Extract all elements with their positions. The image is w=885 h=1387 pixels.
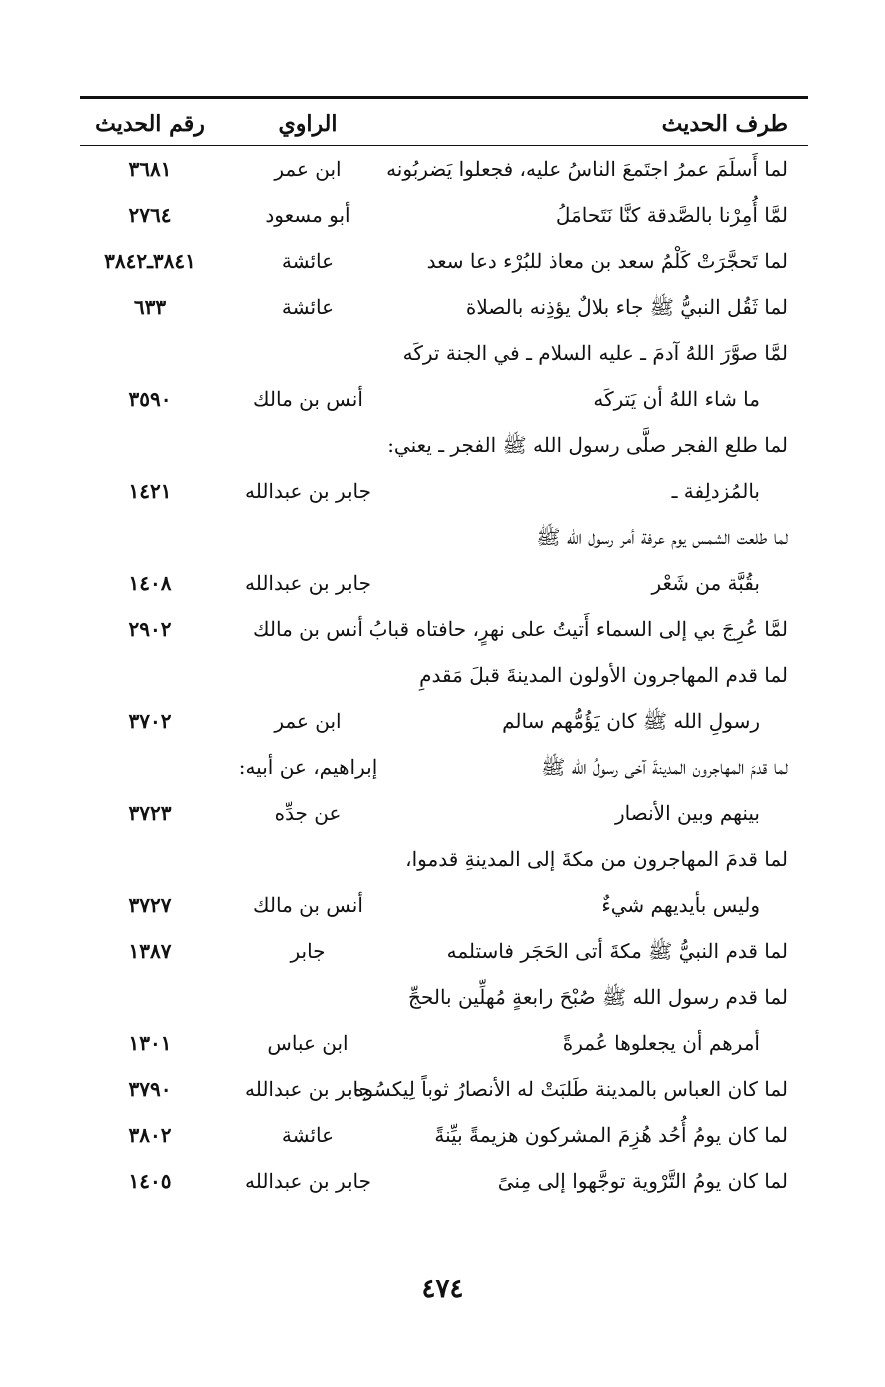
hadith-number: ١٣٠١ bbox=[128, 1031, 172, 1055]
table-row-line bbox=[80, 652, 808, 698]
hadith-text: ما شاء اللهُ أن يَتركَه bbox=[593, 387, 760, 411]
table-row-line bbox=[80, 238, 808, 284]
hadith-number: ٣٥٩٠ bbox=[128, 387, 172, 411]
hadith-text: بينهم وبين الأنصار bbox=[615, 801, 760, 825]
table-row bbox=[80, 744, 808, 836]
table-row bbox=[80, 606, 808, 652]
table-row-line bbox=[80, 698, 808, 744]
table-row bbox=[80, 284, 808, 330]
table-row-line bbox=[80, 882, 808, 928]
table-row-line bbox=[80, 928, 808, 974]
hadith-text: لما قدم رسول الله ﷺ صُبْحَ رابعةٍ مُهلِّين بالحجِّ bbox=[408, 985, 788, 1009]
hadith-number: ٢٩٠٢ bbox=[128, 617, 172, 641]
table-header bbox=[80, 96, 808, 146]
table-row-line bbox=[80, 744, 808, 790]
narrator: أنس بن مالك bbox=[253, 387, 363, 411]
table-row-line bbox=[80, 422, 808, 468]
hadith-text: لما قدم المهاجرون الأولون المدينةَ قبلَ مَقدمِ bbox=[419, 663, 788, 687]
table-row-line bbox=[80, 376, 808, 422]
hadith-text: لما أَسلَمَ عمرُ اجتَمعَ الناسُ عليه، فجعلوا يَضربُونه bbox=[386, 157, 788, 181]
hadith-text: بالمُزدلِفة ـ bbox=[671, 479, 760, 503]
narrator: أنس بن مالك bbox=[253, 617, 363, 641]
hadith-number: ١٤٠٨ bbox=[128, 571, 172, 595]
table-row-line bbox=[80, 192, 808, 238]
header-hadith-number: رقم الحديث bbox=[95, 111, 205, 137]
hadith-number: ٣٨٤١ـ٣٨٤٢ bbox=[104, 249, 196, 273]
table-row-line bbox=[80, 1112, 808, 1158]
hadith-text: لما كان يومُ التَّرْوية توجَّهوا إلى مِنىً bbox=[497, 1169, 788, 1193]
narrator: جابر بن عبدالله bbox=[244, 1077, 372, 1101]
table-row bbox=[80, 1158, 808, 1204]
narrator: ابن عباس bbox=[267, 1031, 349, 1055]
table-row bbox=[80, 422, 808, 514]
hadith-text: رسولِ الله ﷺ كان يَؤُمُّهم سالم bbox=[502, 709, 760, 733]
table-row bbox=[80, 652, 808, 744]
narrator: جابر bbox=[290, 939, 326, 963]
narrator: عائشة bbox=[281, 295, 335, 319]
hadith-number: ٣٧٢٣ bbox=[128, 801, 172, 825]
table-row-line bbox=[80, 974, 808, 1020]
hadith-text: لما تَحجَّرَتْ كَلْمُ سعد بن معاذ للبُرْء دعا سعد bbox=[426, 249, 788, 273]
hadith-text: لما طلع الفجر صلَّى رسول الله ﷺ الفجر ـ يعني: bbox=[387, 433, 788, 457]
hadith-text: لما قدم النبيُّ ﷺ مكةَ أتى الحَجَر فاستلمه bbox=[446, 939, 788, 963]
table-row bbox=[80, 1066, 808, 1112]
table-row-line bbox=[80, 146, 808, 192]
header-narrator: الراوي bbox=[278, 111, 338, 137]
narrator: ابن عمر bbox=[274, 157, 342, 181]
table-row bbox=[80, 514, 808, 606]
table-row-line bbox=[80, 330, 808, 376]
hadith-text: لما قدمَ المهاجرون من مكةَ إلى المدينةِ قدموا، bbox=[405, 847, 788, 871]
table-row-line bbox=[80, 514, 808, 560]
table-row-line bbox=[80, 1158, 808, 1204]
hadith-text: لمَّا أُمِرْنا بالصَّدقة كنَّا نَتَحامَلُ bbox=[555, 203, 788, 227]
narrator: عائشة bbox=[281, 249, 335, 273]
table-row bbox=[80, 836, 808, 928]
table-row-line bbox=[80, 836, 808, 882]
table-body bbox=[80, 146, 808, 1204]
hadith-text: لما كان العباس بالمدينة طَلبَتْ له الأنصارُ ثوباً لِيكسُوه bbox=[353, 1077, 788, 1101]
table-row bbox=[80, 928, 808, 974]
hadith-number: ٣٧٩٠ bbox=[128, 1077, 172, 1101]
hadith-text: لمَّا عُرِجَ بي إلى السماء أَتيتُ على نهرٍ، حافتاه قبابُ bbox=[368, 617, 788, 641]
table-row bbox=[80, 238, 808, 284]
hadith-number: ٣٦٨١ bbox=[128, 157, 172, 181]
narrator: إبراهيم، عن أبيه: bbox=[238, 755, 378, 779]
table-row bbox=[80, 146, 808, 192]
hadith-number: ١٤٢١ bbox=[128, 479, 172, 503]
narrator: جابر بن عبدالله bbox=[244, 571, 372, 595]
narrator: عن جدِّه bbox=[274, 801, 342, 825]
table-row-line bbox=[80, 790, 808, 836]
hadith-text: أمرهم أن يجعلوها عُمرةً bbox=[562, 1031, 760, 1055]
hadith-number: ٣٧٢٧ bbox=[128, 893, 172, 917]
narrator: أنس بن مالك bbox=[253, 893, 363, 917]
hadith-text: لما ثَقُل النبيُّ ﷺ جاء بلالٌ يؤذِنه بالصلاة bbox=[465, 295, 788, 319]
narrator: جابر بن عبدالله bbox=[244, 479, 372, 503]
hadith-number: ٣٧٠٢ bbox=[128, 709, 172, 733]
narrator: أبو مسعود bbox=[265, 203, 351, 227]
hadith-number: ٦٣٣ bbox=[133, 295, 167, 319]
table-row-line bbox=[80, 560, 808, 606]
table-row bbox=[80, 330, 808, 422]
table-row-line bbox=[80, 606, 808, 652]
hadith-text: لما كان يومُ أُحُد هُزِمَ المشركون هزيمةً بيِّنةً bbox=[434, 1123, 788, 1147]
hadith-number: ١٤٠٥ bbox=[128, 1169, 172, 1193]
index-table bbox=[80, 96, 808, 1256]
table-row-line bbox=[80, 468, 808, 514]
hadith-number: ١٣٨٧ bbox=[128, 939, 172, 963]
table-row-line bbox=[80, 1066, 808, 1112]
hadith-text: لما طلعت الشمس يوم عرفة أمر رسول الله ﷺ bbox=[536, 525, 788, 549]
table-row bbox=[80, 192, 808, 238]
table-row bbox=[80, 1112, 808, 1158]
hadith-number: ٣٨٠٢ bbox=[128, 1123, 172, 1147]
narrator: عائشة bbox=[281, 1123, 335, 1147]
hadith-number: ٢٧٦٤ bbox=[128, 203, 172, 227]
hadith-text: وليس بأيديهم شيءٌ bbox=[601, 893, 760, 917]
header-hadith-text: طرف الحديث bbox=[661, 111, 788, 137]
hadith-text: لما قدمَ المهاجرون المدينةَ آخى رسولُ الله ﷺ bbox=[541, 755, 788, 779]
narrator: ابن عمر bbox=[274, 709, 342, 733]
hadith-text: لمَّا صوَّرَ اللهُ آدمَ ـ عليه السلام ـ في الجنة تركَه bbox=[402, 341, 788, 365]
hadith-text: بقُبَّة من شَعْر bbox=[651, 571, 760, 595]
table-row-line bbox=[80, 1020, 808, 1066]
table-row bbox=[80, 974, 808, 1066]
table-row-line bbox=[80, 284, 808, 330]
narrator: جابر بن عبدالله bbox=[244, 1169, 372, 1193]
page-number: ٤٧٤ bbox=[421, 1274, 464, 1304]
